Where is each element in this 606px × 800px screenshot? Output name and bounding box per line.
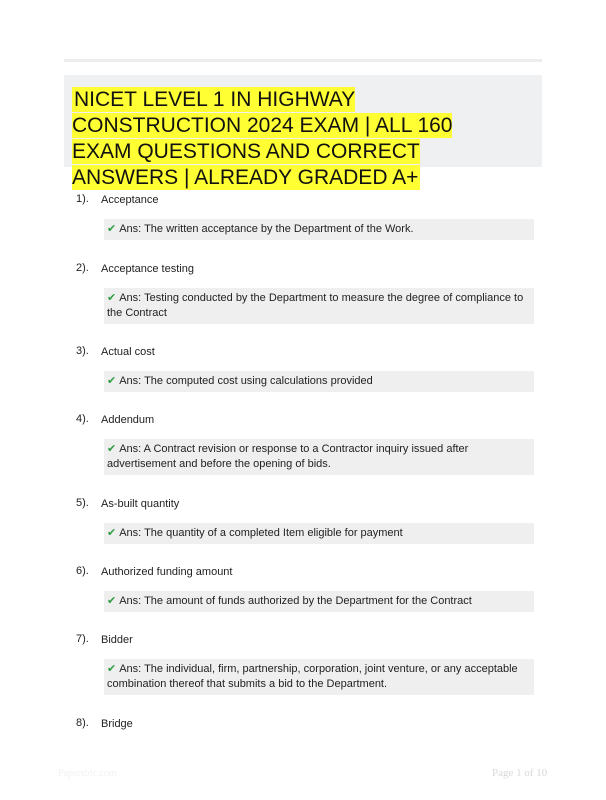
answer-box bbox=[104, 439, 534, 475]
page-number: Page 1 of 10 bbox=[492, 767, 548, 779]
question-number: 5). bbox=[76, 497, 89, 509]
check-icon: ✔ bbox=[107, 663, 117, 675]
question-number: 4). bbox=[76, 413, 89, 425]
question-term: As-built quantity bbox=[101, 498, 180, 510]
check-icon: ✔ bbox=[107, 595, 117, 607]
document-title: NICET LEVEL 1 IN HIGHWAY CONSTRUCTION 2024 EXAM | ALL 160 EXAM QUESTIONS AND CORRECT ANSWERS | ALREADY GRADED A+ bbox=[72, 88, 453, 189]
check-icon: ✔ bbox=[107, 292, 117, 304]
question-term: Authorized funding amount bbox=[101, 566, 233, 578]
answer-box bbox=[104, 523, 534, 544]
question-term: Actual cost bbox=[101, 346, 155, 358]
answer-text: Ans: A Contract revision or response to a Contractor inquiry issued after advertisement and before the opening of bids. bbox=[107, 443, 469, 470]
answer-box bbox=[104, 288, 534, 324]
answer-text: Ans: Testing conducted by the Department to measure the degree of compliance to the Contract bbox=[107, 292, 524, 319]
question-number: 1). bbox=[76, 193, 89, 205]
footer-watermark: Papersbic.com bbox=[58, 768, 117, 779]
answer-box bbox=[104, 591, 534, 612]
question-number: 6). bbox=[76, 565, 89, 577]
answer-box bbox=[104, 371, 534, 392]
top-divider bbox=[64, 59, 542, 62]
question-term: Acceptance bbox=[101, 194, 159, 206]
check-icon: ✔ bbox=[107, 223, 117, 235]
question-term: Bridge bbox=[101, 718, 133, 730]
check-icon: ✔ bbox=[107, 527, 117, 539]
question-number: 8). bbox=[76, 717, 89, 729]
question-number: 3). bbox=[76, 345, 89, 357]
answer-text: Ans: The quantity of a completed Item eligible for payment bbox=[119, 527, 403, 539]
answer-text: Ans: The written acceptance by the Department of the Work. bbox=[119, 223, 414, 235]
title-banner bbox=[64, 75, 542, 189]
question-term: Acceptance testing bbox=[101, 263, 194, 275]
check-icon: ✔ bbox=[107, 443, 117, 455]
answer-box bbox=[104, 659, 534, 695]
answer-text: Ans: The individual, firm, partnership, corporation, joint venture, or any acceptable combination thereof that submits a bid to the Department. bbox=[107, 663, 518, 690]
check-icon: ✔ bbox=[107, 375, 117, 387]
answer-text: Ans: The computed cost using calculations provided bbox=[119, 375, 373, 387]
answer-box bbox=[104, 219, 534, 240]
question-term: Bidder bbox=[101, 634, 133, 646]
answer-text: Ans: The amount of funds authorized by the Department for the Contract bbox=[119, 595, 472, 607]
question-number: 2). bbox=[76, 262, 89, 274]
question-number: 7). bbox=[76, 633, 89, 645]
question-term: Addendum bbox=[101, 414, 155, 426]
